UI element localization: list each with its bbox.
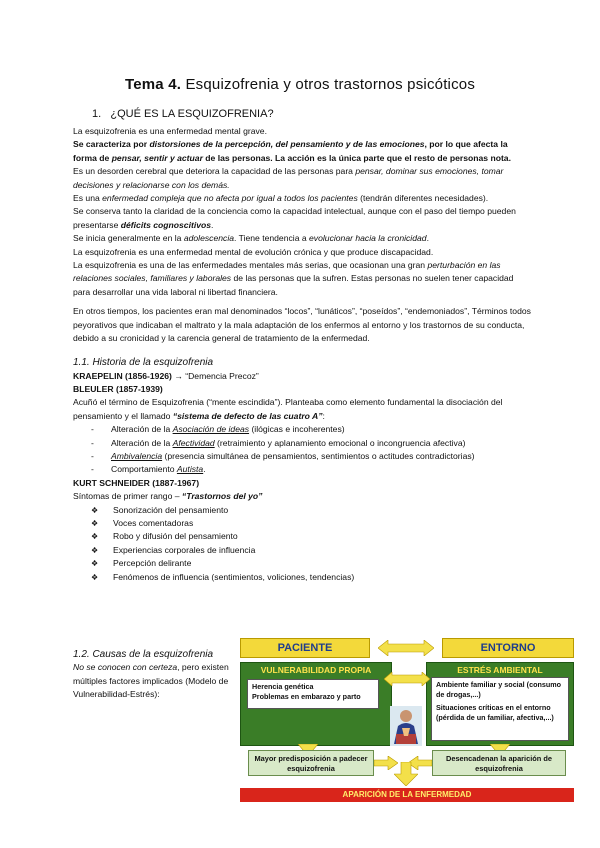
intro-line: Se conserva tanto la claridad de la conciencia como la capacidad intelectual, aunque con el paso del tiempo pueden presentarse déficits cognoscitivos. (73, 206, 516, 230)
result-right-box: Desencadenan la aparición de esquizofrenia (432, 750, 566, 776)
vulnerability-title: VULNERABILIDAD PROPIA (260, 665, 372, 675)
intro-paragraph: En otros tiempos, los pacientes eran mal denominados “locos”, “lunáticos”, “poseídos”, “endemoniados”, Términos todos peyorativos que indicaban el maltrato y la mala adaptación de los enfermos al entorno y los trastornos de su conducta, debido a su cronicidad y la carencia general de tratamiento de la enfermedad. (73, 306, 531, 344)
subsection-heading: 1.1. Historia de la esquizofrenia (73, 356, 214, 368)
list-item: ❖ Voces comentadoras (91, 517, 533, 530)
schneider-heading: KURT SCHNEIDER (1887-1967) (73, 477, 200, 488)
double-arrow-icon (378, 640, 434, 656)
list-item: - Ambivalencia (presencia simultánea de pensamientos, sentimientos o actitudes contradictorias) (91, 450, 533, 463)
section-label: ¿QUÉ ES LA ESQUIZOFRENIA? (110, 108, 274, 120)
schneider-list (73, 504, 533, 584)
page-title (0, 76, 600, 93)
paciente-header: PACIENTE (240, 638, 370, 658)
four-a-list (73, 423, 533, 477)
bleuler-heading: BLEULER (1857-1939) (73, 383, 163, 394)
stress-box: Ambiente familiar y social (consumo de drogas,...) Situaciones críticas en el entorno (pérdida de un familiar, afectiva,...) (431, 677, 569, 741)
causes-section (73, 648, 238, 702)
intro-line: Se inicia generalmente en la adolescencia. Tiene tendencia a evolucionar hacia la cronicidad. (73, 233, 429, 244)
stress-panel (426, 662, 574, 746)
sintomas-line: Síntomas de primer rango – “Trastornos del yo” (73, 491, 263, 502)
list-item: ❖ Experiencias corporales de influencia (91, 544, 533, 557)
list-item: ❖ Fenómenos de influencia (sentimientos, voliciones, tendencias) (91, 571, 533, 584)
stress-title: ESTRÉS AMBIENTAL (457, 665, 543, 675)
kraepelin-line: KRAEPELIN (1856-1926) → “Demencia Precoz” (73, 370, 259, 381)
list-item: ❖ Robo y difusión del pensamiento (91, 530, 533, 543)
disease-onset-bar: APARICIÓN DE LA ENFERMEDAD (240, 788, 574, 802)
vulnerability-stress-diagram (238, 638, 576, 810)
vulnerability-box: Herencia genética Problemas en embarazo y parto (247, 679, 379, 709)
intro-line: La esquizofrenia es una enfermedad mental de evolución crónica y que produce discapacidad. (73, 246, 434, 257)
section-number: 1. (92, 108, 102, 120)
down-arrow-icon (394, 762, 418, 786)
intro-line: La esquizofrenia es una de las enfermedades mentales más serias, que ocasionan una gran perturbación en las relaciones sociales, familiares y laborales de las personas que la sufren. Estas personas no suelen tener capacidad para desarrollar una vida laboral ni libertad financiera. (73, 260, 514, 297)
main-content (73, 125, 533, 584)
title-bold: Tema 4. (124, 76, 182, 93)
intro-line: Se caracteriza por distorsiones de la percepción, del pensamiento y de las emociones, por lo que afecta la forma de pensar, sentir y actuar de las personas. La acción es la única parte que el resto de personas nota. (73, 139, 511, 163)
section-heading (92, 108, 274, 120)
list-item: ❖ Percepción delirante (91, 557, 533, 570)
title-rest: Esquizofrenia y otros trastornos psicóticos (181, 76, 476, 93)
intro-line: Es un desorden cerebral que deteriora la capacidad de las personas para pensar, dominar sus emociones, tomar decisiones y relacionarse con los demás. (73, 166, 504, 190)
list-item: - Alteración de la Asociación de ideas (ilógicas e incoherentes) (91, 423, 533, 436)
double-arrow-icon (384, 672, 430, 686)
patient-illustration-icon (390, 706, 422, 746)
vulnerability-panel (240, 662, 392, 746)
entorno-header: ENTORNO (442, 638, 574, 658)
result-left-box: Mayor predisposición a padecer esquizofrenia (248, 750, 374, 776)
causes-text: No se conocen con certeza, pero existen múltiples factores implicados (Modelo de Vulnerabilidad-Estrés): (73, 662, 229, 700)
list-item: - Alteración de la Afectividad (retraimiento y aplanamiento emocional o incongruencia afectiva) (91, 437, 533, 450)
bleuler-text: Acuñó el término de Esquizofrenia (“mente escindida”). Planteaba como elemento fundamental la disociación del pensamiento y el llamado “sistema de defecto de las cuatro A”: (73, 397, 503, 421)
list-item: - Comportamiento Autista. (91, 463, 533, 476)
causes-heading: 1.2. Causas de la esquizofrenia (73, 649, 214, 660)
intro-line: La esquizofrenia es una enfermedad mental grave. (73, 126, 267, 136)
list-item: ❖ Sonorización del pensamiento (91, 504, 533, 517)
intro-line: Es una enfermedad compleja que no afecta por igual a todos los pacientes (tendrán diferentes necesidades). (73, 193, 489, 204)
